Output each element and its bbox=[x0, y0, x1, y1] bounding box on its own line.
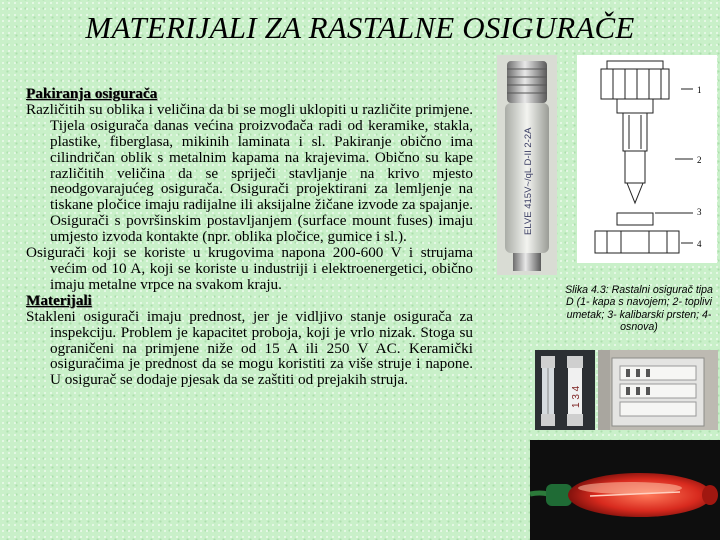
fuse-cross-section-diagram bbox=[577, 55, 717, 263]
glass-fuse-label: 1 3 4 bbox=[571, 385, 582, 408]
paragraph: Osigurači koji se koriste u krugovima napona 200-600 V i strujama većim od 10 A, koji se koriste u industriji i elektroenergetici, obično imaju metalne vrpce na svakom kraju. bbox=[26, 244, 473, 293]
section-heading-materials: Materijali bbox=[26, 291, 92, 309]
fuse-marking-text: ELVE 415V~/qL D-II 2-2A bbox=[523, 127, 534, 235]
fuse-diagram-drawing bbox=[577, 55, 717, 263]
section-heading-packaging: Pakiranja osigurača bbox=[26, 85, 158, 102]
figure-caption: Slika 4.3: Rastalni osigurač tipa D (1- kapa s navojem; 2- toplivi umetak; 3- kalibarski prsten; 4- osnova) bbox=[565, 284, 713, 334]
ceramic-fuse-image bbox=[497, 55, 557, 275]
text-column bbox=[26, 86, 473, 388]
fuse-cabinet-image bbox=[598, 350, 718, 430]
ceramic-fuse-photo bbox=[497, 55, 557, 275]
diagram-label-1: 1 bbox=[697, 85, 702, 95]
glass-fuses-photo bbox=[535, 350, 595, 430]
fuse-cabinet-photo bbox=[598, 350, 718, 430]
page-title: MATERIJALI ZA RASTALNE OSIGURAČE bbox=[85, 10, 635, 45]
glass-fuses-image bbox=[535, 350, 595, 430]
diagram-label-2: 2 bbox=[697, 155, 702, 165]
paragraph: Stakleni osigurači imaju prednost, jer je vidljivo stanje osigurača za inspekciju. Problem je kapacitet proboja, koji je vrlo nizak. Stoga su ograničeni na primjene niže od 15 A ili 250 V AC. Keramički osiguračima je prednost da se mogu koristiti za više struje i napone. U osigurač se dodaje pjesak da se zaštiti od prejakih struja. bbox=[26, 307, 473, 389]
glass-tube-fuse-photo bbox=[530, 440, 720, 540]
diagram-label-4: 4 bbox=[697, 239, 702, 249]
paragraph: Različitih su oblika i veličina da bi se mogli uklopiti u različite primjene. Tijela osigurača danas većina proizvođača radi od keramike, stakla, plastike, fiberglasa, mikinih laminata i sl. Pakiranje obično ima cilindričan oblik s metalnim kapama na krajevima. Obično su kape različitih veličina da se spriječi stavljanje na krivo mjesto neodgovarajućeg osigurača. Osigurači projektirani za lemljenje na tiskane pločice imaju radijalne ili aksijalne žičane izvode za spajanje. Osigurači s površinskim postavljanjem (surface mount fuses) imaju umjesto izvoda kontakte (npr. oblika pločice, gumice i sl.). bbox=[26, 100, 473, 246]
glass-tube-fuse-image bbox=[530, 440, 720, 540]
diagram-label-3: 3 bbox=[697, 207, 702, 217]
